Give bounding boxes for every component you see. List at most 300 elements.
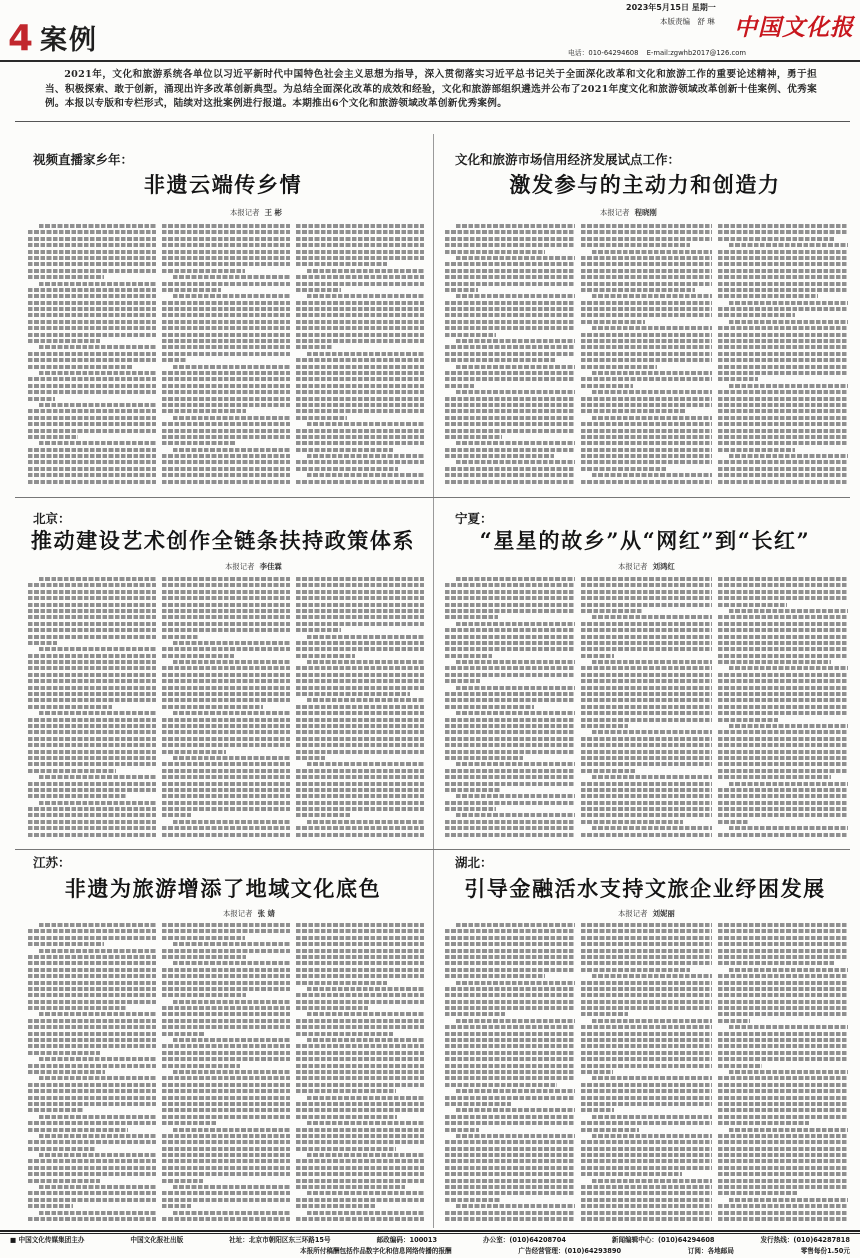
- text-line: [162, 583, 290, 587]
- text-line: [581, 320, 645, 324]
- text-line: [28, 654, 156, 658]
- byline-author: 刘妮丽: [652, 909, 675, 918]
- text-line: [456, 762, 575, 766]
- text-line: [162, 409, 246, 413]
- text-line: [39, 224, 156, 228]
- text-line: [296, 949, 424, 953]
- text-line: [445, 397, 575, 401]
- text-line: [28, 390, 156, 394]
- text-line: [28, 416, 156, 420]
- text-line: [296, 480, 424, 484]
- text-line: [162, 339, 290, 343]
- text-line: [307, 352, 424, 356]
- text-line: [581, 961, 711, 965]
- text-line: [162, 833, 290, 837]
- text-line: [296, 275, 424, 279]
- text-line: [445, 666, 575, 670]
- text-line: [592, 826, 711, 830]
- text-line: [296, 923, 424, 927]
- text-line: [28, 1217, 156, 1221]
- text-line: [28, 660, 156, 664]
- text-line: [28, 1064, 156, 1068]
- text-line: [718, 756, 848, 760]
- text-line: [718, 377, 758, 381]
- text-column: [162, 577, 290, 840]
- text-line: [162, 320, 290, 324]
- text-line: [28, 1032, 156, 1036]
- text-line: [39, 1134, 156, 1138]
- text-line: [445, 698, 575, 702]
- text-column: [28, 923, 156, 1227]
- text-line: [718, 711, 848, 715]
- article-title: 引导金融活水支持文旅企业纾困发展: [464, 876, 826, 901]
- text-line: [581, 750, 711, 754]
- text-line: [296, 288, 341, 292]
- text-line: [28, 762, 156, 766]
- text-line: [581, 429, 711, 433]
- article-credit-economy: [440, 140, 850, 490]
- text-line: [445, 1000, 575, 1004]
- text-line: [445, 949, 575, 953]
- text-line: [581, 480, 711, 484]
- byline-author: 程晓刚: [634, 208, 657, 217]
- text-line: [718, 769, 848, 773]
- text-line: [39, 923, 156, 927]
- text-line: [162, 1083, 290, 1087]
- text-line: [729, 1025, 848, 1029]
- text-line: [581, 1108, 614, 1112]
- text-line: [445, 993, 575, 997]
- text-line: [718, 1089, 848, 1093]
- text-line: [296, 333, 424, 337]
- text-line: [581, 807, 711, 811]
- text-line: [296, 756, 325, 760]
- text-line: [162, 1121, 216, 1125]
- text-line: [28, 987, 156, 991]
- text-line: [445, 590, 575, 594]
- text-line: [581, 782, 711, 786]
- footer-item: 办公室：(010)64208704: [483, 1236, 566, 1244]
- article-byline: [225, 562, 282, 571]
- text-line: [581, 1147, 711, 1151]
- text-line: [28, 409, 156, 413]
- text-line: [28, 1191, 156, 1195]
- text-line: [28, 448, 156, 452]
- text-line: [39, 647, 156, 651]
- text-line: [307, 1096, 424, 1100]
- text-line: [296, 441, 424, 445]
- text-line: [296, 1217, 424, 1221]
- text-line: [28, 641, 57, 645]
- text-line: [162, 250, 290, 254]
- text-line: [718, 473, 848, 477]
- article-title: 激发参与的主动力和创造力: [509, 172, 781, 197]
- text-line: [28, 358, 156, 362]
- text-line: [162, 1204, 191, 1208]
- text-line: [296, 1198, 424, 1202]
- text-line: [718, 365, 848, 369]
- text-line: [39, 1185, 156, 1189]
- text-line: [296, 460, 424, 464]
- text-line: [296, 807, 424, 811]
- text-line: [28, 1108, 83, 1112]
- text-line: [162, 590, 290, 594]
- article-label: 北京：: [33, 511, 71, 526]
- text-line: [718, 1159, 848, 1163]
- text-line: [445, 1121, 575, 1125]
- text-line: [307, 698, 424, 702]
- text-line: [445, 936, 575, 940]
- text-line: [28, 603, 156, 607]
- text-line: [718, 775, 831, 779]
- text-line: [28, 936, 156, 940]
- text-line: [456, 577, 575, 581]
- text-line: [162, 686, 290, 690]
- text-line: [581, 1096, 711, 1100]
- text-line: [173, 942, 290, 946]
- text-line: [28, 961, 156, 965]
- text-line: [296, 1032, 393, 1036]
- text-line: [296, 224, 424, 228]
- text-line: [718, 313, 795, 317]
- text-line: [173, 1070, 290, 1074]
- text-line: [28, 377, 156, 381]
- text-line: [581, 224, 711, 228]
- text-line: [718, 390, 848, 394]
- byline-label: 本报记者: [225, 562, 255, 571]
- text-line: [307, 269, 424, 273]
- issue-date: 2023年5月15日 星期一: [626, 3, 716, 12]
- footer-item: 广告经营管理：(010)64293890: [518, 1247, 622, 1255]
- text-line: [307, 422, 424, 426]
- text-line: [445, 820, 575, 824]
- text-line: [729, 666, 848, 670]
- text-line: [581, 1191, 711, 1195]
- text-line: [28, 1083, 156, 1087]
- text-line: [445, 352, 575, 356]
- text-line: [28, 1172, 156, 1176]
- text-line: [296, 1115, 397, 1119]
- text-line: [718, 974, 848, 978]
- text-line: [296, 974, 424, 978]
- text-line: [296, 282, 424, 286]
- text-line: [581, 1153, 711, 1157]
- text-line: [581, 1006, 711, 1010]
- text-line: [39, 282, 156, 286]
- text-line: [39, 1076, 156, 1080]
- text-line: [296, 307, 424, 311]
- text-line: [28, 730, 156, 734]
- text-line: [581, 788, 711, 792]
- article-beijing: [18, 500, 428, 845]
- text-line: [28, 750, 156, 754]
- text-line: [296, 813, 350, 817]
- text-line: [718, 692, 848, 696]
- text-line: [581, 288, 694, 292]
- text-line: [718, 230, 848, 234]
- text-line: [162, 603, 290, 607]
- text-line: [28, 794, 127, 798]
- text-line: [729, 454, 848, 458]
- text-line: [28, 1038, 156, 1042]
- text-line: [718, 237, 834, 241]
- text-line: [162, 313, 290, 317]
- contact-phone: 电话：010-64294608: [568, 49, 639, 57]
- text-line: [162, 1019, 290, 1023]
- text-line: [718, 269, 848, 273]
- text-line: [162, 269, 245, 273]
- article-byline: [230, 208, 282, 217]
- text-line: [718, 403, 848, 407]
- byline-label: 本报记者: [618, 909, 648, 918]
- text-line: [28, 955, 156, 959]
- masthead-logo: 中国文化报: [734, 14, 854, 41]
- text-line: [581, 981, 711, 985]
- text-line: [39, 1057, 156, 1061]
- article-body: [445, 224, 848, 486]
- text-line: [718, 224, 848, 228]
- footer-item: 邮政编码：100013: [376, 1236, 438, 1244]
- text-line: [296, 1019, 424, 1023]
- text-line: [445, 1153, 575, 1157]
- text-line: [296, 1000, 424, 1004]
- text-line: [581, 384, 633, 388]
- text-line: [307, 1191, 424, 1195]
- text-line: [162, 1166, 290, 1170]
- text-line: [296, 961, 424, 965]
- text-line: [28, 1070, 105, 1074]
- text-line: [28, 454, 156, 458]
- text-line: [28, 243, 156, 247]
- text-line: [307, 987, 424, 991]
- text-line: [718, 641, 848, 645]
- article-label: 文化和旅游市场信用经济发展试点工作：: [455, 152, 681, 167]
- text-line: [173, 294, 290, 298]
- text-line: [28, 1051, 100, 1055]
- text-line: [28, 782, 156, 786]
- text-line: [296, 981, 387, 985]
- text-line: [28, 813, 156, 817]
- text-line: [28, 275, 104, 279]
- text-line: [162, 301, 290, 305]
- text-line: [581, 1185, 711, 1189]
- text-line: [581, 635, 711, 639]
- text-line: [456, 390, 575, 394]
- text-line: [581, 1159, 711, 1163]
- text-line: [162, 1172, 290, 1176]
- text-line: [296, 1076, 424, 1080]
- article-body: [28, 923, 424, 1227]
- text-line: [718, 654, 848, 658]
- text-line: [729, 826, 848, 830]
- text-line: [162, 718, 290, 722]
- text-line: [28, 294, 156, 298]
- text-line: [28, 635, 156, 639]
- text-line: [296, 1006, 368, 1010]
- text-line: [445, 307, 575, 311]
- text-line: [296, 1204, 375, 1208]
- text-line: [445, 1006, 575, 1010]
- text-line: [718, 326, 848, 330]
- text-line: [307, 1012, 424, 1016]
- text-line: [718, 1108, 848, 1112]
- text-line: [718, 275, 848, 279]
- text-line: [28, 1159, 156, 1163]
- text-line: [162, 1191, 290, 1195]
- text-line: [162, 1159, 290, 1163]
- text-line: [445, 1185, 575, 1189]
- text-line: [173, 1038, 290, 1042]
- text-line: [296, 615, 424, 619]
- text-column: [28, 224, 156, 486]
- text-line: [718, 1096, 848, 1100]
- footer-item: 中国文化报社出版: [130, 1236, 184, 1244]
- text-line: [592, 1179, 711, 1183]
- text-line: [718, 1032, 848, 1036]
- text-line: [445, 974, 545, 978]
- footer-divider-thin: [0, 1233, 860, 1234]
- text-line: [162, 403, 290, 407]
- text-line: [718, 480, 848, 484]
- text-line: [296, 1057, 424, 1061]
- text-line: [162, 1108, 290, 1112]
- text-line: [162, 326, 290, 330]
- text-line: [581, 403, 711, 407]
- text-line: [445, 583, 575, 587]
- text-line: [718, 1121, 809, 1125]
- text-column: [296, 923, 424, 1227]
- text-line: [28, 1198, 156, 1202]
- text-line: [581, 230, 711, 234]
- text-line: [718, 961, 834, 965]
- text-line: [39, 949, 156, 953]
- text-line: [162, 243, 290, 247]
- text-line: [28, 1166, 156, 1170]
- text-line: [445, 1032, 575, 1036]
- text-line: [718, 949, 848, 953]
- text-line: [28, 326, 156, 330]
- text-line: [162, 358, 186, 362]
- article-byline: [618, 909, 675, 918]
- text-line: [162, 769, 290, 773]
- text-line: [296, 397, 424, 401]
- text-line: [445, 1172, 575, 1176]
- text-line: [28, 590, 156, 594]
- text-line: [28, 1102, 156, 1106]
- text-line: [592, 250, 711, 254]
- text-line: [445, 422, 575, 426]
- footer-row-publisher: [10, 1236, 850, 1245]
- text-line: [39, 1153, 156, 1157]
- section-divider: [15, 497, 850, 498]
- text-line: [581, 313, 711, 317]
- text-line: [162, 673, 290, 677]
- text-line: [445, 628, 575, 632]
- text-line: [296, 1140, 424, 1144]
- text-line: [445, 454, 554, 458]
- article-byline: [600, 208, 657, 217]
- text-line: [581, 339, 711, 343]
- text-line: [456, 1089, 575, 1093]
- text-line: [307, 473, 424, 477]
- text-line: [718, 1140, 848, 1144]
- text-line: [445, 955, 575, 959]
- text-line: [296, 1064, 424, 1068]
- text-line: [581, 256, 711, 260]
- text-line: [456, 981, 575, 985]
- text-line: [718, 448, 795, 452]
- text-line: [445, 1012, 505, 1016]
- text-line: [456, 660, 575, 664]
- text-line: [307, 1038, 424, 1042]
- text-line: [162, 1147, 290, 1151]
- text-line: [28, 256, 156, 260]
- text-column: [162, 923, 290, 1227]
- text-line: [445, 609, 575, 613]
- article-hubei: [440, 852, 850, 1229]
- text-line: [162, 237, 290, 241]
- text-line: [445, 1128, 479, 1132]
- text-line: [162, 577, 290, 581]
- text-line: [162, 1089, 290, 1093]
- text-line: [581, 993, 711, 997]
- text-line: [718, 577, 848, 581]
- article-body: [28, 577, 424, 840]
- text-line: [581, 705, 711, 709]
- text-line: [581, 1044, 711, 1048]
- text-line: [28, 974, 156, 978]
- text-line: [445, 615, 498, 619]
- text-line: [445, 301, 575, 305]
- text-line: [445, 782, 575, 786]
- text-line: [307, 1211, 424, 1215]
- text-line: [445, 641, 575, 645]
- text-line: [581, 929, 711, 933]
- text-line: [162, 949, 290, 953]
- text-line: [592, 390, 711, 394]
- text-line: [456, 794, 575, 798]
- text-line: [28, 622, 156, 626]
- byline-author: 张 婧: [257, 909, 275, 918]
- text-line: [296, 384, 424, 388]
- text-line: [718, 993, 848, 997]
- text-line: [162, 1217, 290, 1221]
- text-line: [581, 1012, 628, 1016]
- text-line: [581, 365, 657, 369]
- text-line: [39, 577, 156, 581]
- text-line: [581, 603, 711, 607]
- text-line: [581, 641, 711, 645]
- text-line: [445, 230, 575, 234]
- text-line: [581, 756, 711, 760]
- text-line: [718, 1012, 848, 1016]
- text-line: [445, 826, 575, 830]
- text-line: [296, 596, 424, 600]
- text-line: [28, 339, 100, 343]
- text-line: [296, 326, 424, 330]
- text-line: [718, 422, 848, 426]
- text-line: [296, 345, 333, 349]
- text-line: [28, 929, 156, 933]
- text-line: [718, 590, 848, 594]
- text-column: [581, 224, 711, 486]
- text-line: [718, 1115, 848, 1119]
- byline-author: 李佳霖: [259, 562, 282, 571]
- text-line: [445, 237, 575, 241]
- text-line: [296, 743, 424, 747]
- text-line: [445, 987, 575, 991]
- text-line: [718, 397, 848, 401]
